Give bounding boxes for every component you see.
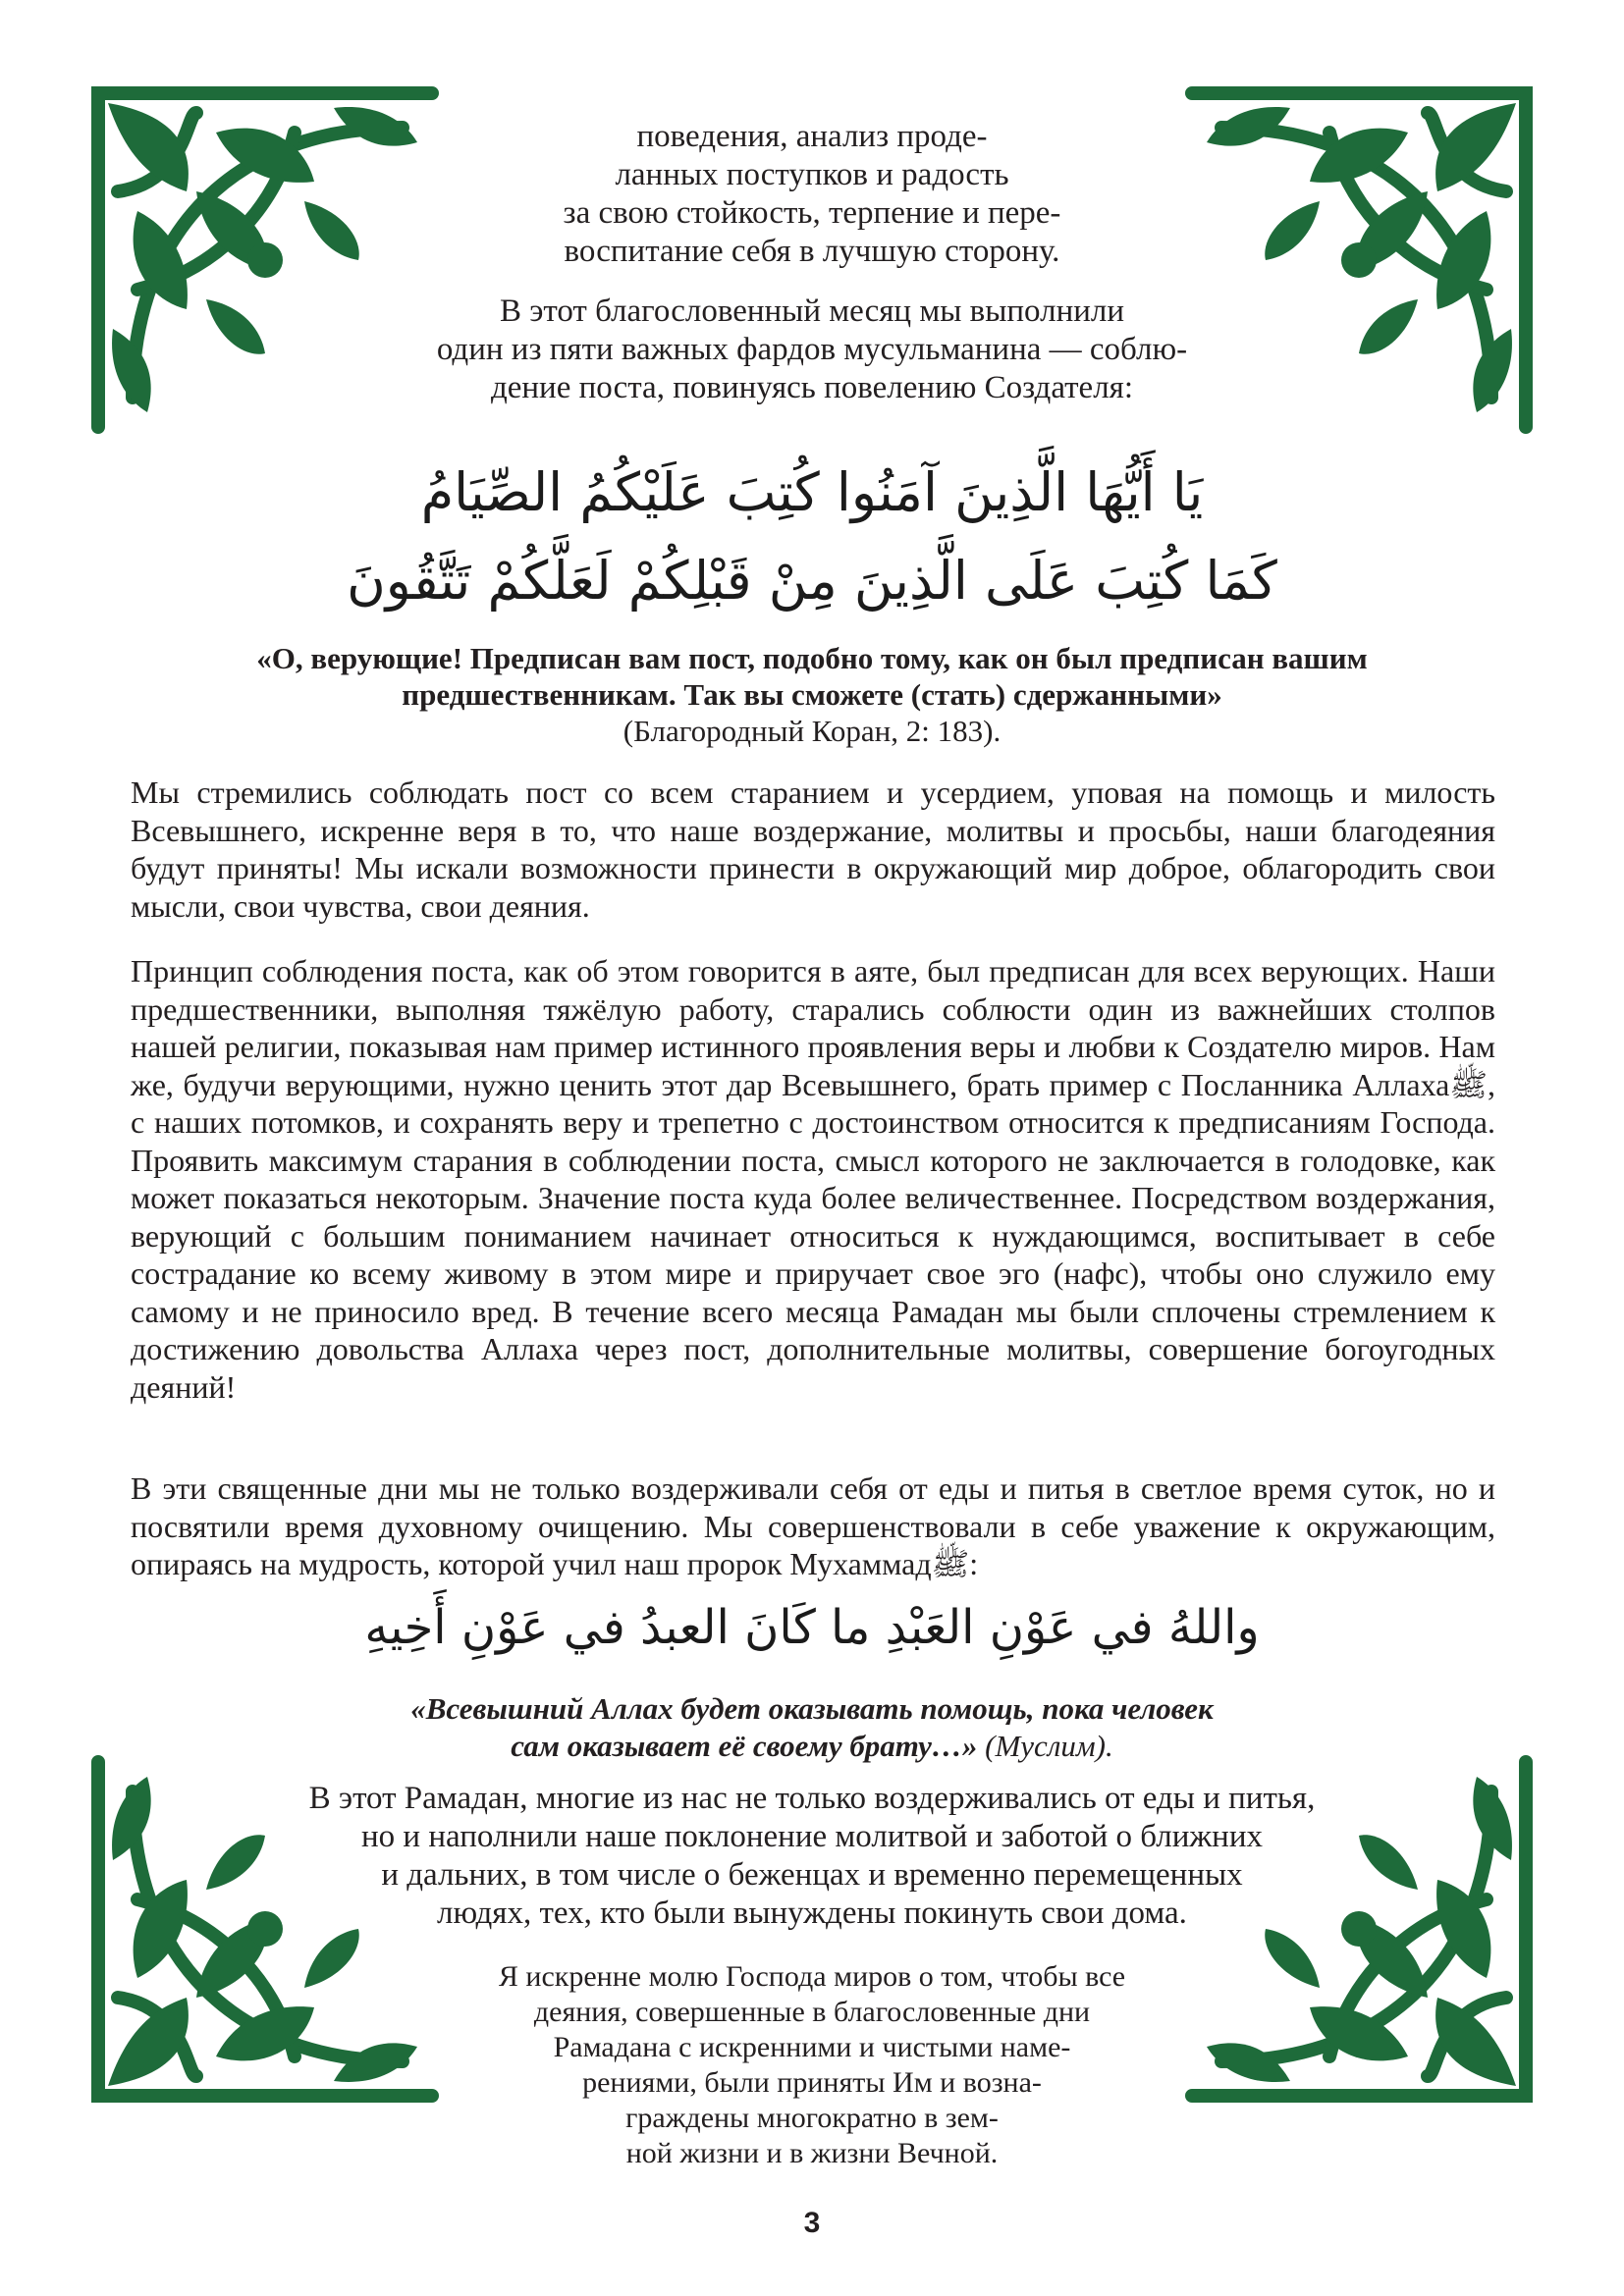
text-line: людях, тех, кто были вынуждены покинуть свои дома. xyxy=(437,1896,1187,1931)
text-line: дение поста, повинуясь повелению Создателя: xyxy=(490,370,1134,405)
outro-paragraph-2 xyxy=(0,1959,1624,2171)
text-line: ной жизни и в жизни Вечной. xyxy=(625,2137,999,2169)
text-line: рениями, были приняты Им и возна- xyxy=(582,2066,1042,2099)
text-line: воспитание себя в лучшую сторону. xyxy=(564,234,1060,269)
intro-paragraph-1 xyxy=(0,118,1624,271)
hadith-translation-line-1: «Всевышний Аллах будет оказывать помощь, пока человек xyxy=(410,1691,1214,1726)
hadith-translation-text: сам оказывает её своему брату…» xyxy=(511,1729,978,1763)
intro-paragraph-2 xyxy=(0,293,1624,407)
text-line: за свою стойкость, терпение и пере- xyxy=(563,195,1061,231)
text-line: деяния, совершенные в благословенные дни xyxy=(533,1996,1091,2028)
body-paragraph-2: Принцип соблюдения поста, как об этом говорится в аяте, был предписан для всех верующих. Наши предшественники, выполняя тяжёлую работу, старались соблюсти один из важнейших столпов нашей религии, показывая нам пример истинного проявления веры и любви к Создателю миров. Нам же, будучи верующими, нужно ценить этот дар Всевышнего, брать пример с Посланника Аллахаﷺ, с наших потомков, и сохранять веру и трепетно с достоинством относится к предписаниям Господа. Проявить максимум старания в соблюдении поста, смысл которого не заключается в голодовке, как может показаться некоторым. Значение поста куда более величественнее. Посредством воздержания, верующий с большим пониманием начинает относиться к нуждающимся, воспитывает в себе сострадание ко всему живому в этом мире и приручает свое эго (нафс), чтобы оно служило ему самому и не приносило вред. В течение всего месяца Рамадан мы были сплочены стремлением к достижению довольства Аллаха через пост, дополнительные молитвы, совершение богоугодных деяний! xyxy=(131,953,1495,1405)
ayah-translation-line-1: «О, верующие! Предписан вам пост, подобно тому, как он был предписан вашим xyxy=(256,641,1368,675)
ayah-arabic-line-2: كَمَا كُتِبَ عَلَى الَّذِينَ مِنْ قَبْلِكُمْ لَعَلَّكُمْ تَتَّقُونَ xyxy=(347,550,1277,612)
hadith-translation-line-2 xyxy=(0,1728,1624,1765)
body-paragraph-1: Мы стремились соблюдать пост со всем старанием и усердием, уповая на помощь и милость Всевышнего, искренне веря в то, что наше воздержание, молитвы и просьбы, наши благодеяния будут приняты! Мы искали возможности принести в окружающий мир доброе, облагородить свои мысли, свои чувства, свои деяния. xyxy=(131,774,1495,924)
text-line: Рамадана с искренними и чистыми наме- xyxy=(553,2031,1071,2063)
hadith-source: (Муслим). xyxy=(977,1729,1113,1763)
body-paragraph-3: В эти священные дни мы не только воздерживали себя от еды и питья в светлое время суток, но и посвятили время духовному очищению. Мы совершенствовали в себе уважение к окружающим, опираясь на мудрость, которой учил наш пророк Мухаммадﷺ: xyxy=(131,1470,1495,1581)
ayah-translation-line-2: предшественникам. Так вы сможете (стать) сдержанными» xyxy=(402,677,1222,712)
text-line: ланных поступков и радость xyxy=(615,157,1009,192)
ayah-translation xyxy=(0,640,1624,713)
text-line: В этот благословенный месяц мы выполнили xyxy=(499,294,1125,329)
hadith-arabic: واللهُ في عَوْنِ العَبْدِ ما كَانَ العبدُ في عَوْنِ أَخِيهِ xyxy=(364,1600,1260,1655)
text-line: и дальних, в том числе о беженцах и временно перемещенных xyxy=(381,1857,1243,1893)
text-line: В этот Рамадан, многие из нас не только воздерживались от еды и питья, xyxy=(308,1781,1316,1816)
page-number: 3 xyxy=(803,2207,821,2239)
ayah-arabic-line-1: يَا أَيُّهَا الَّذِينَ آمَنُوا كُتِبَ عَلَيْكُمُ الصِّيَامُ xyxy=(420,461,1204,523)
outro-paragraph-1 xyxy=(0,1780,1624,1933)
text-line: Я искренне молю Господа миров о том, чтобы все xyxy=(498,1960,1126,1993)
ayah-source: (Благородный Коран, 2: 183). xyxy=(623,714,1001,748)
text-line: один из пяти важных фардов мусульманина — соблю- xyxy=(436,332,1188,367)
text-line: поведения, анализ проде- xyxy=(636,119,988,154)
text-line: но и наполнили наше поклонение молитвой и заботой о ближних xyxy=(361,1819,1263,1854)
hadith-translation xyxy=(0,1690,1624,1765)
text-line: граждены многократно в зем- xyxy=(625,2102,999,2134)
